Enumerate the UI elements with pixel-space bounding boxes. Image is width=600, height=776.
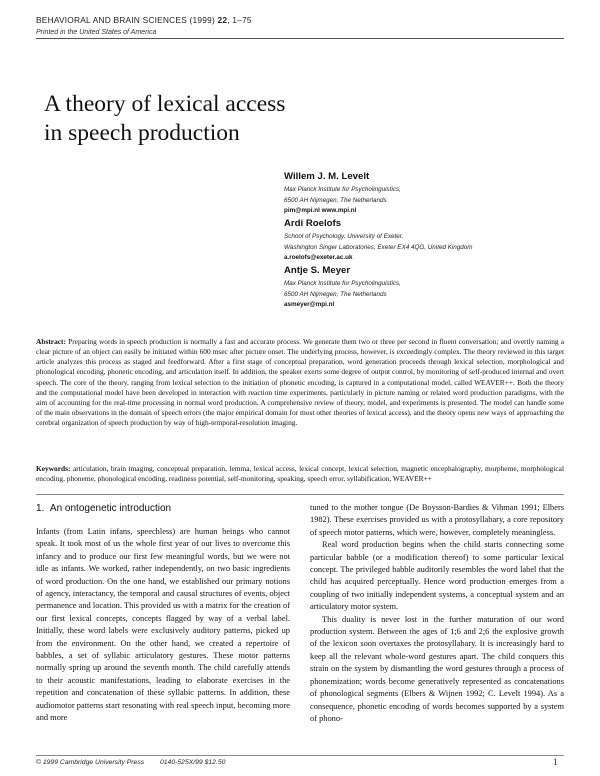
author-email[interactable]: pim@mpi.nl www.mpi.nl xyxy=(284,207,357,214)
paragraph: Infants (from Latin infans, speechless) are human beings who cannot speak. It took most of us the whole first year of our lives to overcome this infancy and to produce our first few meaningful words, but we were not idle as infants. We worked, rather independently, on two basic ingredients of word production. On the one hand, we established our primary notions of agency, interactancy, the temporal and causal structures of events, object permanence and location. This provided us with a matrix for the creation of our first lexical concepts, concepts flagged by way of a verbal label. Initially, these word labels were exclusively auditory patterns, picked up from the environment. On the other hand, we created a repertoire of babbles, a set of syllabic articulatory gestures. These motor patterns normally spring up around the seventh month. The child carefully attends to their acoustic manifestations, leading to elaborate exercises in the repetition and concatenation of these syllabic patterns. In addition, these audiomotor patterns start resonating with real speech input, becoming more and more xyxy=(36,527,290,723)
author-block-roelofs xyxy=(284,218,584,264)
printed-note: Printed in the United States of America xyxy=(36,29,157,36)
keywords xyxy=(36,464,564,484)
section-rule xyxy=(36,494,564,495)
paragraph: This duality is never lost in the further maturation of our word production system. Between the ages of 1;6 and 2;6 the explosive growth of the lexicon soon overtaxes the protosyllabary. It is increasingly hard to keep all the relevant whole-word gestures apart. The child conquers this strain on the system by dismantling the word gestures through a process of phonemization; words become generatively represented as concatenations of phonological segments (Elbers & Wijnen 1992; C. Levelt 1994). As a consequence, phonetic encoding of words becomes supported by a system of phono- xyxy=(310,614,564,723)
body-column-left xyxy=(36,526,290,725)
author-affiliation: School of Psychology, University of Exeter, xyxy=(284,233,404,240)
author-name: Ardi Roelofs xyxy=(284,218,342,229)
abstract-text: Preparing words in speech production is normally a fast and accurate process. We generate them two or three per second in fluent conversation; and overtly naming a clear picture of an object can easily be initiated within 600 msec after picture onset. The underlying process, however, is exceedingly complex. The theory reviewed in this target article analyzes this process as staged and feedforward. After a first stage of conceptual preparation, word generation proceeds through lexical selection, morphological and phonological encoding, phonetic encoding, and articulation itself. In addition, the speaker exerts some degree of output control, by monitoring of self-produced internal and overt speech. The core of the theory, ranging from lexical selection to the initiation of phonetic encoding, is captured in a computational model, called WEAVER++. Both the theory and the computational model have been developed in interaction with reaction time experiments, particularly in picture naming or related word production paradigms, with the aim of accounting for the real-time processing in normal word production. A comprehensive review of theory, model, and experiments is presented. The model can handle some of the main observations in the domain of speech errors (the major empirical domain for most other theories of lexical access), and the theory opens new ways of approaching the cerebral organization of speech production by way of high-temporal-resolution imaging. xyxy=(36,337,564,428)
paragraph: Real word production begins when the child starts connecting some particular babble (or a modification thereof) to some particular lexical concept. The privileged babble auditorily resembles the word label that the child has acquired perceptually. Hence word production emerges from a coupling of two initially independent systems, a conceptual system and an articulatory motor system. xyxy=(310,540,564,612)
issn: 0140-525X/99 $12.50 xyxy=(160,759,226,766)
title-line-2: in speech production xyxy=(44,120,240,146)
author-email[interactable]: asmeyer@mpi.nl xyxy=(284,301,335,308)
author-block-meyer xyxy=(284,265,584,311)
abstract-label: Abstract: xyxy=(36,337,66,346)
journal-pages: , 1–75 xyxy=(227,15,252,25)
section-number: 1. xyxy=(36,503,45,514)
author-name: Willem J. M. Levelt xyxy=(284,171,370,182)
title-line-1: A theory of lexical access xyxy=(44,91,286,117)
section-title: An ontogenetic introduction xyxy=(49,503,172,514)
author-affiliation: Washington Singer Laboratories, Exeter EX4 4QG, United Kingdom xyxy=(284,243,473,251)
journal-header xyxy=(36,15,252,25)
keywords-text: articulation, brain imaging, conceptual preparation, lemma, lexical access, lexical concept, lexical selection, magnetic encephalography, morpheme, morphological encoding, phoneme, phonological encoding, readiness potential, self-monitoring, speaking, speech error, syllabification, WEAVER++ xyxy=(36,464,564,484)
article-title xyxy=(44,90,374,148)
author-affiliation: 6500 AH Nijmegen, The Netherlands xyxy=(284,196,387,204)
author-name: Antje S. Meyer xyxy=(284,265,351,276)
body-column-right xyxy=(310,502,564,725)
header-rule xyxy=(36,38,564,39)
author-block-levelt xyxy=(284,171,584,217)
page-number: 1 xyxy=(553,757,558,767)
footer-rule xyxy=(36,755,564,756)
author-affiliation: 6500 AH Nijmegen, The Netherlands xyxy=(284,290,387,298)
keywords-label: Keywords: xyxy=(36,464,71,473)
author-email[interactable]: a.roelofs@exeter.ac.uk xyxy=(284,254,353,261)
abstract xyxy=(36,337,564,428)
journal-name: BEHAVIORAL AND BRAIN SCIENCES (1999) xyxy=(36,15,218,25)
author-affiliation: Max Planck Institute for Psycholinguistics, xyxy=(284,186,401,193)
paragraph: tuned to the mother tongue (De Boysson-Bardies & Vihman 1991; Elbers 1982). These exercises provided us with a protosyllabary, a core repository of speech motor patterns, which were, however, completely meaningless. xyxy=(310,503,564,537)
author-affiliation: Max Planck Institute for Psycholinguistics, xyxy=(284,280,401,287)
section-heading xyxy=(36,503,171,514)
copyright: © 1999 Cambridge University Press xyxy=(36,759,145,766)
journal-volume: 22 xyxy=(217,15,228,25)
